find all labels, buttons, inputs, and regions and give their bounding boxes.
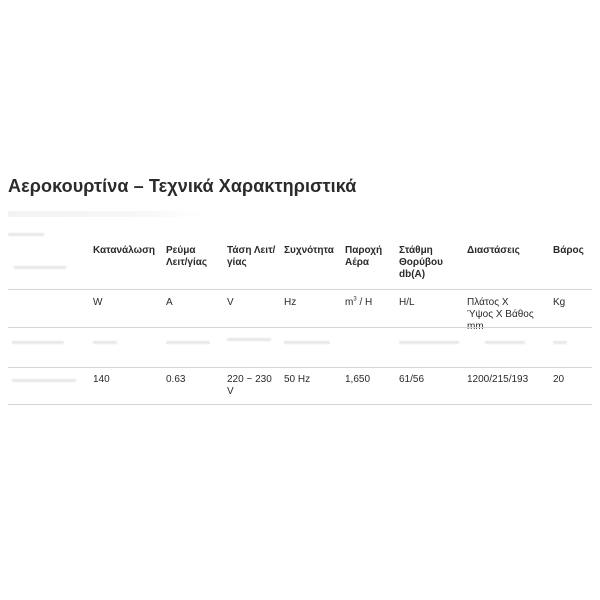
- header-airflow: Παροχή Αέρα: [345, 245, 383, 268]
- cell-weight: 20: [553, 374, 565, 385]
- divider-bottom: [8, 404, 592, 405]
- unit-consumption: W: [93, 297, 103, 308]
- unit-current: A: [166, 297, 173, 308]
- faded-subtitle-bar: [8, 211, 208, 217]
- page-title: Αεροκουρτίνα – Τεχνικά Χαρακτηριστικά: [8, 176, 357, 196]
- header-dimensions: Διαστάσεις: [467, 245, 520, 256]
- unit-weight: Kg: [553, 297, 566, 308]
- header-frequency: Συχνότητα: [284, 245, 334, 256]
- faded-mark: [14, 266, 66, 269]
- unit-noise: H/L: [399, 297, 415, 308]
- unit-voltage: V: [227, 297, 234, 308]
- divider-faded-row: [8, 367, 592, 368]
- cell-airflow: 1,650: [345, 374, 371, 385]
- cell-consumption: 140: [93, 374, 110, 385]
- faded-cell: [166, 341, 210, 344]
- unit-frequency: Hz: [284, 297, 297, 308]
- header-noise: Στάθμη Θορύβου db(A): [399, 245, 443, 280]
- unit-dimensions: Πλάτος Χ Ύψος Χ Βάθος: [467, 297, 534, 320]
- header-consumption: Κατανάλωση: [93, 245, 156, 256]
- header-weight: Βάρος: [553, 245, 584, 256]
- cell-voltage: 220 ~ 230 V: [227, 374, 272, 397]
- faded-cell: [284, 341, 330, 344]
- faded-cell: [12, 341, 64, 344]
- divider-units: [8, 327, 592, 328]
- header-voltage: Τάση Λειτ/γίας: [227, 245, 276, 268]
- faded-mark: [8, 233, 44, 236]
- faded-cell: [553, 341, 567, 344]
- faded-cell: [12, 379, 76, 382]
- cell-noise: 61/56: [399, 374, 425, 385]
- cell-dimensions: 1200/215/193: [467, 374, 529, 385]
- faded-cell: [227, 338, 271, 341]
- header-current: Ρεύμα Λειτ/γίας: [166, 245, 208, 268]
- divider-header: [8, 289, 592, 290]
- unit-airflow: $m^3$ / H: [345, 296, 373, 308]
- faded-cell: [93, 341, 117, 344]
- cell-current: 0.63: [166, 374, 186, 385]
- faded-cell: [485, 341, 525, 344]
- cell-frequency: 50 Hz: [284, 374, 311, 385]
- faded-cell: [399, 341, 459, 344]
